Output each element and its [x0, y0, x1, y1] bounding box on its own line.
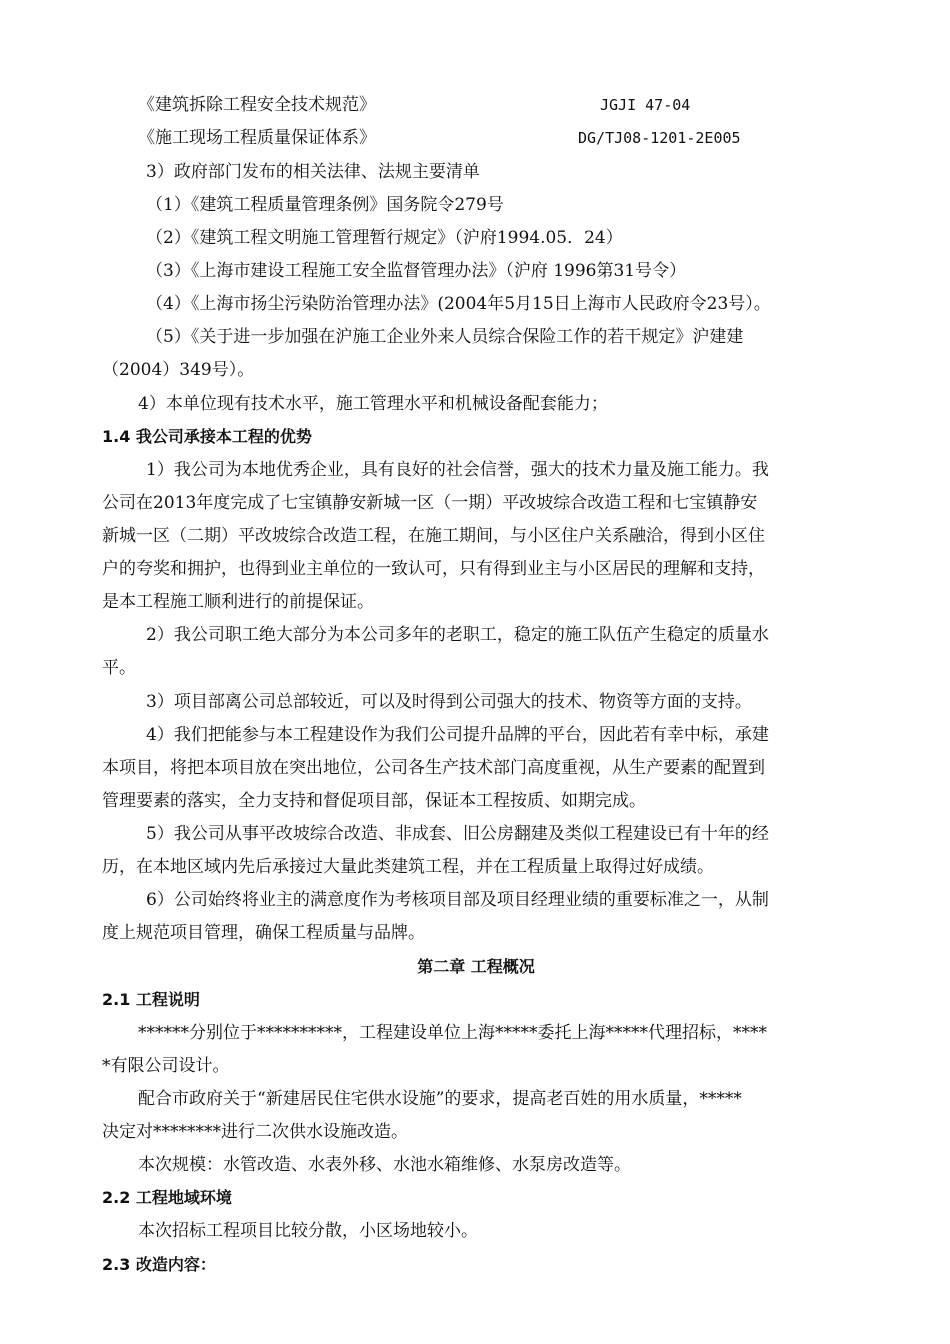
paragraph-line: 度上规范项目管理，确保工程质量与品牌。 [102, 923, 425, 943]
paragraph-line: 公司在2013年度完成了七宝镇静安新城一区（一期）平改坡综合改造工程和七宝镇静安 [102, 493, 758, 513]
law-item: （5）《关于进一步加强在沪施工企业外来人员综合保险工作的若干规定》沪建建 [146, 327, 744, 347]
paragraph-line: 3）项目部离公司总部较近，可以及时得到公司强大的技术、物资等方面的支持。 [146, 692, 752, 712]
standard-code: DG/TJ08-1201-2E005 [578, 129, 741, 147]
paragraph-line: 管理要素的落实，全力支持和督促项目部，保证本工程按质、如期完成。 [102, 791, 646, 811]
heading-1-4: 1.4 我公司承接本工程的优势 [102, 427, 312, 446]
item-4: 4）本单位现有技术水平，施工管理水平和机械设备配套能力； [138, 394, 608, 414]
paragraph-line: ******分别位于**********，工程建设单位上海*****委托上海*****代理招标，**** [138, 1023, 767, 1043]
paragraph-line: 新城一区（二期）平改坡综合改造工程，在施工期间，与小区住户关系融洽，得到小区住 [102, 526, 765, 546]
law-item-continued: （2004）349号）。 [102, 360, 255, 380]
law-item: （2）《建筑工程文明施工管理暂行规定》（沪府1994.05．24） [146, 228, 623, 248]
standard-title: 《施工现场工程质量保证体系》 [138, 128, 376, 148]
paragraph-line: 是本工程施工顺利进行的前提保证。 [102, 592, 374, 612]
paragraph-line: 本项目，将把本项目放在突出地位，公司各生产技术部门高度重视，从生产要素的配置到 [102, 758, 765, 778]
paragraph-line: 户的夸奖和拥护，也得到业主单位的一致认可，只有得到业主与小区居民的理解和支持， [102, 559, 765, 579]
law-item: （1）《建筑工程质量管理条例》国务院令279号 [146, 195, 504, 215]
law-item: （3）《上海市建设工程施工安全监督管理办法》（沪府 1996第31号令） [146, 261, 687, 281]
paragraph-line: *有限公司设计。 [102, 1056, 230, 1076]
section-heading: 3）政府部门发布的相关法律、法规主要清单 [146, 162, 480, 182]
paragraph-line: 4）我们把能参与本工程建设作为我们公司提升品牌的平台，因此若有幸中标，承建 [146, 725, 769, 745]
paragraph-line: 配合市政府关于“新建居民住宅供水设施”的要求，提高老百姓的用水质量，***** [138, 1089, 742, 1109]
paragraph-line: 本次招标工程项目比较分散，小区场地较小。 [138, 1221, 478, 1241]
chapter-title: 第二章 工程概况 [417, 957, 535, 976]
paragraph-line: 平。 [102, 658, 136, 678]
law-item: （4）《上海市扬尘污染防治管理办法》(2004年5月15日上海市人民政府令23号）。 [146, 294, 771, 314]
paragraph-line: 1）我公司为本地优秀企业，具有良好的社会信誉，强大的技术力量及施工能力。我 [146, 460, 769, 480]
paragraph-line: 决定对********进行二次供水设施改造。 [102, 1122, 408, 1142]
heading-2-1: 2.1 工程说明 [102, 990, 200, 1009]
standard-code: JGJI 47-04 [600, 96, 691, 114]
standard-title: 《建筑拆除工程安全技术规范》 [138, 95, 376, 115]
paragraph-line: 2）我公司职工绝大部分为本公司多年的老职工，稳定的施工队伍产生稳定的质量水 [146, 625, 769, 645]
paragraph-line: 本次规模：水管改造、水表外移、水池水箱维修、水泵房改造等。 [138, 1155, 631, 1175]
paragraph-line: 历，在本地区域内先后承接过大量此类建筑工程，并在工程质量上取得过好成绩。 [102, 857, 714, 877]
paragraph-line: 6）公司始终将业主的满意度作为考核项目部及项目经理业绩的重要标准之一，从制 [146, 890, 769, 910]
heading-2-3: 2.3 改造内容： [102, 1255, 216, 1274]
heading-2-2: 2.2 工程地域环境 [102, 1188, 232, 1207]
paragraph-line: 5）我公司从事平改坡综合改造、非成套、旧公房翻建及类似工程建设已有十年的经 [146, 824, 769, 844]
